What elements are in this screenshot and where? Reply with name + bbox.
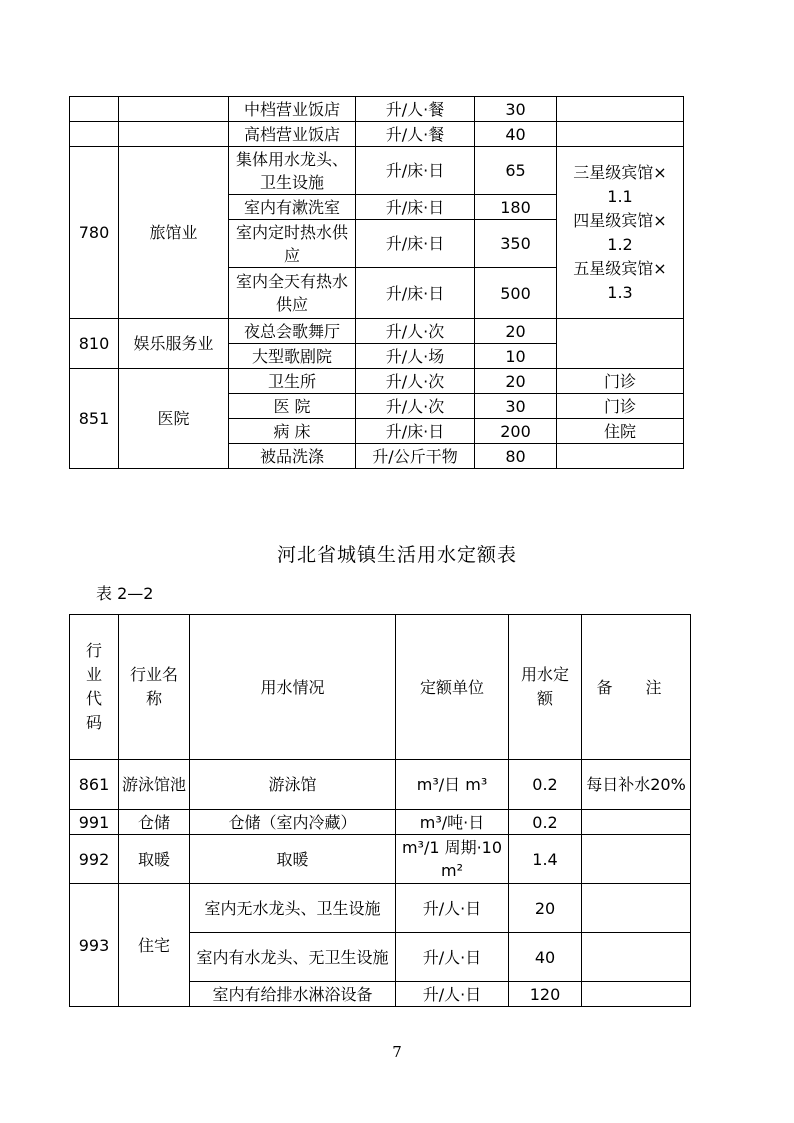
quota-cell: 20: [509, 884, 582, 933]
table-row: [70, 810, 691, 835]
quota-cell: 1.4: [509, 835, 582, 884]
unit-cell: 升/人·次: [356, 394, 475, 419]
unit-cell: 升/人·日: [396, 884, 509, 933]
header-unit: 定额单位: [396, 615, 509, 760]
note-cell: [557, 444, 684, 469]
usage-cell: 室内有给排水淋浴设备: [190, 982, 396, 1007]
header-name: 行业名称: [119, 615, 190, 760]
quota-cell: 40: [475, 122, 557, 147]
quota-cell: 30: [475, 394, 557, 419]
quota-cell: 0.2: [509, 760, 582, 810]
page-title: 河北省城镇生活用水定额表: [276, 544, 517, 566]
unit-cell: 升/床·日: [356, 419, 475, 444]
item-cell: 室内定时热水供应: [229, 220, 356, 268]
item-cell: 高档营业饭店: [229, 122, 356, 147]
table-row: [70, 147, 684, 195]
table-row: [70, 319, 684, 344]
code-cell: 851: [70, 369, 119, 469]
item-cell: 室内全天有热水供应: [229, 268, 356, 319]
usage-cell: 取暖: [190, 835, 396, 884]
unit-cell: m³/吨·日: [396, 810, 509, 835]
unit-cell: 升/床·日: [356, 147, 475, 195]
quota-cell: 20: [475, 319, 557, 344]
name-cell: 取暖: [119, 835, 190, 884]
quota-cell: 120: [509, 982, 582, 1007]
name-cell: 仓储: [119, 810, 190, 835]
usage-cell: 室内无水龙头、卫生设施: [190, 884, 396, 933]
note-cell: 住院: [557, 419, 684, 444]
quota-cell: 500: [475, 268, 557, 319]
unit-cell: m³/1 周期·10 m²: [396, 835, 509, 884]
table-row: [70, 760, 691, 810]
item-cell: 大型歌剧院: [229, 344, 356, 369]
name-cell: 游泳馆池: [119, 760, 190, 810]
table-row: [70, 835, 691, 884]
unit-cell: 升/人·日: [396, 933, 509, 982]
unit-cell: 升/人·次: [356, 319, 475, 344]
page-number: 7: [392, 1043, 402, 1061]
table-row: [70, 122, 684, 147]
unit-cell: 升/人·场: [356, 344, 475, 369]
unit-cell: 升/床·日: [356, 195, 475, 220]
note-cell: 门诊: [557, 394, 684, 419]
code-cell: 780: [70, 147, 119, 319]
usage-cell: 室内有水龙头、无卫生设施: [190, 933, 396, 982]
item-cell: 集体用水龙头、卫生设施: [229, 147, 356, 195]
note-cell: 三星级宾馆× 1.1 四星级宾馆× 1.2 五星级宾馆× 1.3: [557, 147, 684, 319]
item-cell: 病 床: [229, 419, 356, 444]
code-cell: 992: [70, 835, 119, 884]
quota-cell: 10: [475, 344, 557, 369]
table-row: [70, 369, 684, 394]
code-cell: 991: [70, 810, 119, 835]
quota-cell: 180: [475, 195, 557, 220]
unit-cell: 升/人·次: [356, 369, 475, 394]
unit-cell: 升/人·餐: [356, 122, 475, 147]
item-cell: 卫生所: [229, 369, 356, 394]
usage-cell: 游泳馆: [190, 760, 396, 810]
header-row: [70, 615, 691, 760]
quota-cell: 0.2: [509, 810, 582, 835]
name-cell: 旅馆业: [119, 147, 229, 319]
item-cell: 中档营业饭店: [229, 97, 356, 122]
code-cell: 810: [70, 319, 119, 369]
unit-cell: 升/床·日: [356, 268, 475, 319]
header-code: 行业代码: [70, 615, 119, 760]
table-2: [69, 614, 691, 1007]
quota-cell: 350: [475, 220, 557, 268]
table-1: [69, 96, 684, 469]
table-row: [70, 884, 691, 933]
header-quota: 用水定额: [509, 615, 582, 760]
code-cell: 861: [70, 760, 119, 810]
unit-cell: m³/日 m³: [396, 760, 509, 810]
table-row: [70, 97, 684, 122]
code-cell: 993: [70, 884, 119, 1007]
quota-cell: 80: [475, 444, 557, 469]
note-cell: 每日补水20%: [582, 760, 691, 810]
unit-cell: 升/床·日: [356, 220, 475, 268]
usage-cell: 仓储（室内冷藏）: [190, 810, 396, 835]
quota-cell: 200: [475, 419, 557, 444]
note-cell: [582, 835, 691, 884]
item-cell: 被品洗涤: [229, 444, 356, 469]
item-cell: 医 院: [229, 394, 356, 419]
table-label: 表 2—2: [96, 584, 154, 603]
name-cell: 娱乐服务业: [119, 319, 229, 369]
quota-cell: 65: [475, 147, 557, 195]
item-cell: 夜总会歌舞厅: [229, 319, 356, 344]
unit-cell: 升/人·日: [396, 982, 509, 1007]
quota-cell: 30: [475, 97, 557, 122]
item-cell: 室内有漱洗室: [229, 195, 356, 220]
note-cell: 门诊: [557, 369, 684, 394]
unit-cell: 升/人·餐: [356, 97, 475, 122]
name-cell: 住宅: [119, 884, 190, 1007]
name-cell: 医院: [119, 369, 229, 469]
header-note: 备 注: [582, 615, 691, 760]
note-cell: [582, 810, 691, 835]
header-usage: 用水情况: [190, 615, 396, 760]
quota-cell: 20: [475, 369, 557, 394]
quota-cell: 40: [509, 933, 582, 982]
unit-cell: 升/公斤干物: [356, 444, 475, 469]
